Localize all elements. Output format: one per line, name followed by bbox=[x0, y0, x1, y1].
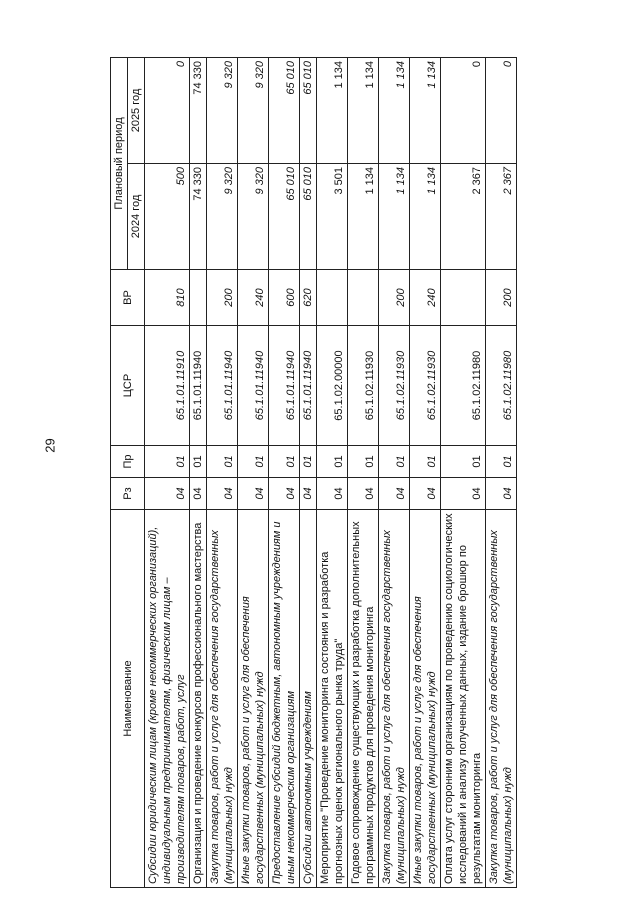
cell-2025: 1 134 bbox=[379, 58, 410, 164]
table-row bbox=[190, 58, 207, 888]
cell-2025: 0 bbox=[145, 58, 190, 164]
cell-2024: 3 501 bbox=[317, 164, 348, 270]
cell-2024: 1 134 bbox=[410, 164, 441, 270]
cell-rz: 04 bbox=[486, 478, 517, 510]
cell-rz: 04 bbox=[441, 478, 486, 510]
table-row bbox=[486, 58, 517, 888]
cell-2024: 9 320 bbox=[207, 164, 238, 270]
cell-vr: 810 bbox=[145, 270, 190, 326]
cell-name: Субсидии юридическим лицам (кроме некоммерческих организаций), индивидуальным предпринимателям, физическим лицам – производителям товаров, работ, услуг bbox=[145, 510, 190, 888]
cell-csr: 65.1.01.11910 bbox=[145, 326, 190, 446]
cell-name: Закупка товаров, работ и услуг для обеспечения государственных (муниципальных) нужд bbox=[379, 510, 410, 888]
page-number: 29 bbox=[42, 438, 58, 453]
cell-2024: 2 367 bbox=[486, 164, 517, 270]
table-row bbox=[410, 58, 441, 888]
cell-rz: 04 bbox=[207, 478, 238, 510]
cell-2024: 65 010 bbox=[300, 164, 317, 270]
cell-vr bbox=[348, 270, 379, 326]
cell-name: Иные закупки товаров, работ и услуг для обеспечения государственных (муниципальных) нужд bbox=[238, 510, 269, 888]
cell-2024: 65 010 bbox=[269, 164, 300, 270]
header-year-2025: 2025 год bbox=[128, 58, 145, 164]
table-row bbox=[379, 58, 410, 888]
cell-csr: 65.1.01.11940 bbox=[300, 326, 317, 446]
cell-vr: 200 bbox=[486, 270, 517, 326]
cell-vr: 240 bbox=[238, 270, 269, 326]
cell-2025: 74 330 bbox=[190, 58, 207, 164]
cell-pr: 01 bbox=[145, 446, 190, 478]
cell-name: Предоставление субсидий бюджетным, автономным учреждениям и иным некоммерческим организациям bbox=[269, 510, 300, 888]
header-csr: ЦСР bbox=[111, 326, 145, 446]
cell-vr bbox=[441, 270, 486, 326]
cell-rz: 04 bbox=[190, 478, 207, 510]
header-name: Наименование bbox=[111, 510, 145, 888]
cell-pr: 01 bbox=[410, 446, 441, 478]
cell-2024: 1 134 bbox=[379, 164, 410, 270]
cell-rz: 04 bbox=[410, 478, 441, 510]
cell-csr: 65.1.01.11940 bbox=[190, 326, 207, 446]
cell-rz: 04 bbox=[348, 478, 379, 510]
cell-csr: 65.1.01.11940 bbox=[238, 326, 269, 446]
cell-csr: 65.1.02.00000 bbox=[317, 326, 348, 446]
cell-name: Закупка товаров, работ и услуг для обеспечения государственных (муниципальных) нужд bbox=[486, 510, 517, 888]
cell-name: Организация и проведение конкурсов профессионального мастерства bbox=[190, 510, 207, 888]
cell-pr: 01 bbox=[348, 446, 379, 478]
cell-2025: 65 010 bbox=[269, 58, 300, 164]
cell-2025: 0 bbox=[441, 58, 486, 164]
cell-csr: 65.1.01.11940 bbox=[207, 326, 238, 446]
cell-2025: 0 bbox=[486, 58, 517, 164]
table-row bbox=[317, 58, 348, 888]
table-row bbox=[441, 58, 486, 888]
cell-2025: 65 010 bbox=[300, 58, 317, 164]
cell-vr bbox=[317, 270, 348, 326]
cell-2025: 1 134 bbox=[410, 58, 441, 164]
cell-pr: 01 bbox=[300, 446, 317, 478]
table-row bbox=[238, 58, 269, 888]
cell-csr: 65.1.02.11930 bbox=[379, 326, 410, 446]
budget-table bbox=[110, 57, 517, 888]
table-row bbox=[269, 58, 300, 888]
cell-vr: 240 bbox=[410, 270, 441, 326]
cell-csr: 65.1.02.11930 bbox=[348, 326, 379, 446]
cell-rz: 04 bbox=[317, 478, 348, 510]
cell-csr: 65.1.02.11980 bbox=[441, 326, 486, 446]
table-row bbox=[300, 58, 317, 888]
cell-pr: 01 bbox=[317, 446, 348, 478]
cell-2024: 9 320 bbox=[238, 164, 269, 270]
cell-2024: 2 367 bbox=[441, 164, 486, 270]
cell-name: Мероприятие "Проведение мониторинга состояния и разработка прогнозных оценок регионального рынка труда" bbox=[317, 510, 348, 888]
cell-pr: 01 bbox=[486, 446, 517, 478]
cell-pr: 01 bbox=[269, 446, 300, 478]
cell-csr: 65.1.02.11980 bbox=[486, 326, 517, 446]
cell-2025: 1 134 bbox=[317, 58, 348, 164]
cell-2025: 9 320 bbox=[207, 58, 238, 164]
cell-csr: 65.1.01.11940 bbox=[269, 326, 300, 446]
cell-name: Закупка товаров, работ и услуг для обеспечения государственных (муниципальных) нужд bbox=[207, 510, 238, 888]
cell-name: Субсидии автономным учреждениям bbox=[300, 510, 317, 888]
header-rz: Рз bbox=[111, 478, 145, 510]
cell-2024: 500 bbox=[145, 164, 190, 270]
cell-rz: 04 bbox=[269, 478, 300, 510]
header-year-2024: 2024 год bbox=[128, 164, 145, 270]
cell-vr: 620 bbox=[300, 270, 317, 326]
table-body bbox=[145, 58, 517, 888]
cell-2024: 74 330 bbox=[190, 164, 207, 270]
cell-rz: 04 bbox=[300, 478, 317, 510]
cell-2025: 9 320 bbox=[238, 58, 269, 164]
header-plan-period: Плановый период bbox=[111, 58, 128, 270]
cell-rz: 04 bbox=[145, 478, 190, 510]
cell-pr: 01 bbox=[207, 446, 238, 478]
table-row bbox=[145, 58, 190, 888]
cell-rz: 04 bbox=[379, 478, 410, 510]
cell-vr bbox=[190, 270, 207, 326]
rotated-table-container bbox=[110, 58, 585, 888]
cell-2024: 1 134 bbox=[348, 164, 379, 270]
cell-name: Иные закупки товаров, работ и услуг для обеспечения государственных (муниципальных) нужд bbox=[410, 510, 441, 888]
table-row bbox=[348, 58, 379, 888]
cell-name: Оплата услуг сторонним организациям по проведению социологических исследований и анализу полученных данных, издание брошюр по результатам мониторинга bbox=[441, 510, 486, 888]
cell-vr: 200 bbox=[207, 270, 238, 326]
cell-pr: 01 bbox=[190, 446, 207, 478]
table-row bbox=[207, 58, 238, 888]
cell-pr: 01 bbox=[441, 446, 486, 478]
cell-name: Годовое сопровождение существующих и разработка дополнительных программных продуктов для проведения мониторинга bbox=[348, 510, 379, 888]
cell-vr: 600 bbox=[269, 270, 300, 326]
cell-vr: 200 bbox=[379, 270, 410, 326]
cell-pr: 01 bbox=[238, 446, 269, 478]
cell-csr: 65.1.02.11930 bbox=[410, 326, 441, 446]
header-pr: Пр bbox=[111, 446, 145, 478]
cell-rz: 04 bbox=[238, 478, 269, 510]
header-vr: ВР bbox=[111, 270, 145, 326]
cell-2025: 1 134 bbox=[348, 58, 379, 164]
cell-pr: 01 bbox=[379, 446, 410, 478]
